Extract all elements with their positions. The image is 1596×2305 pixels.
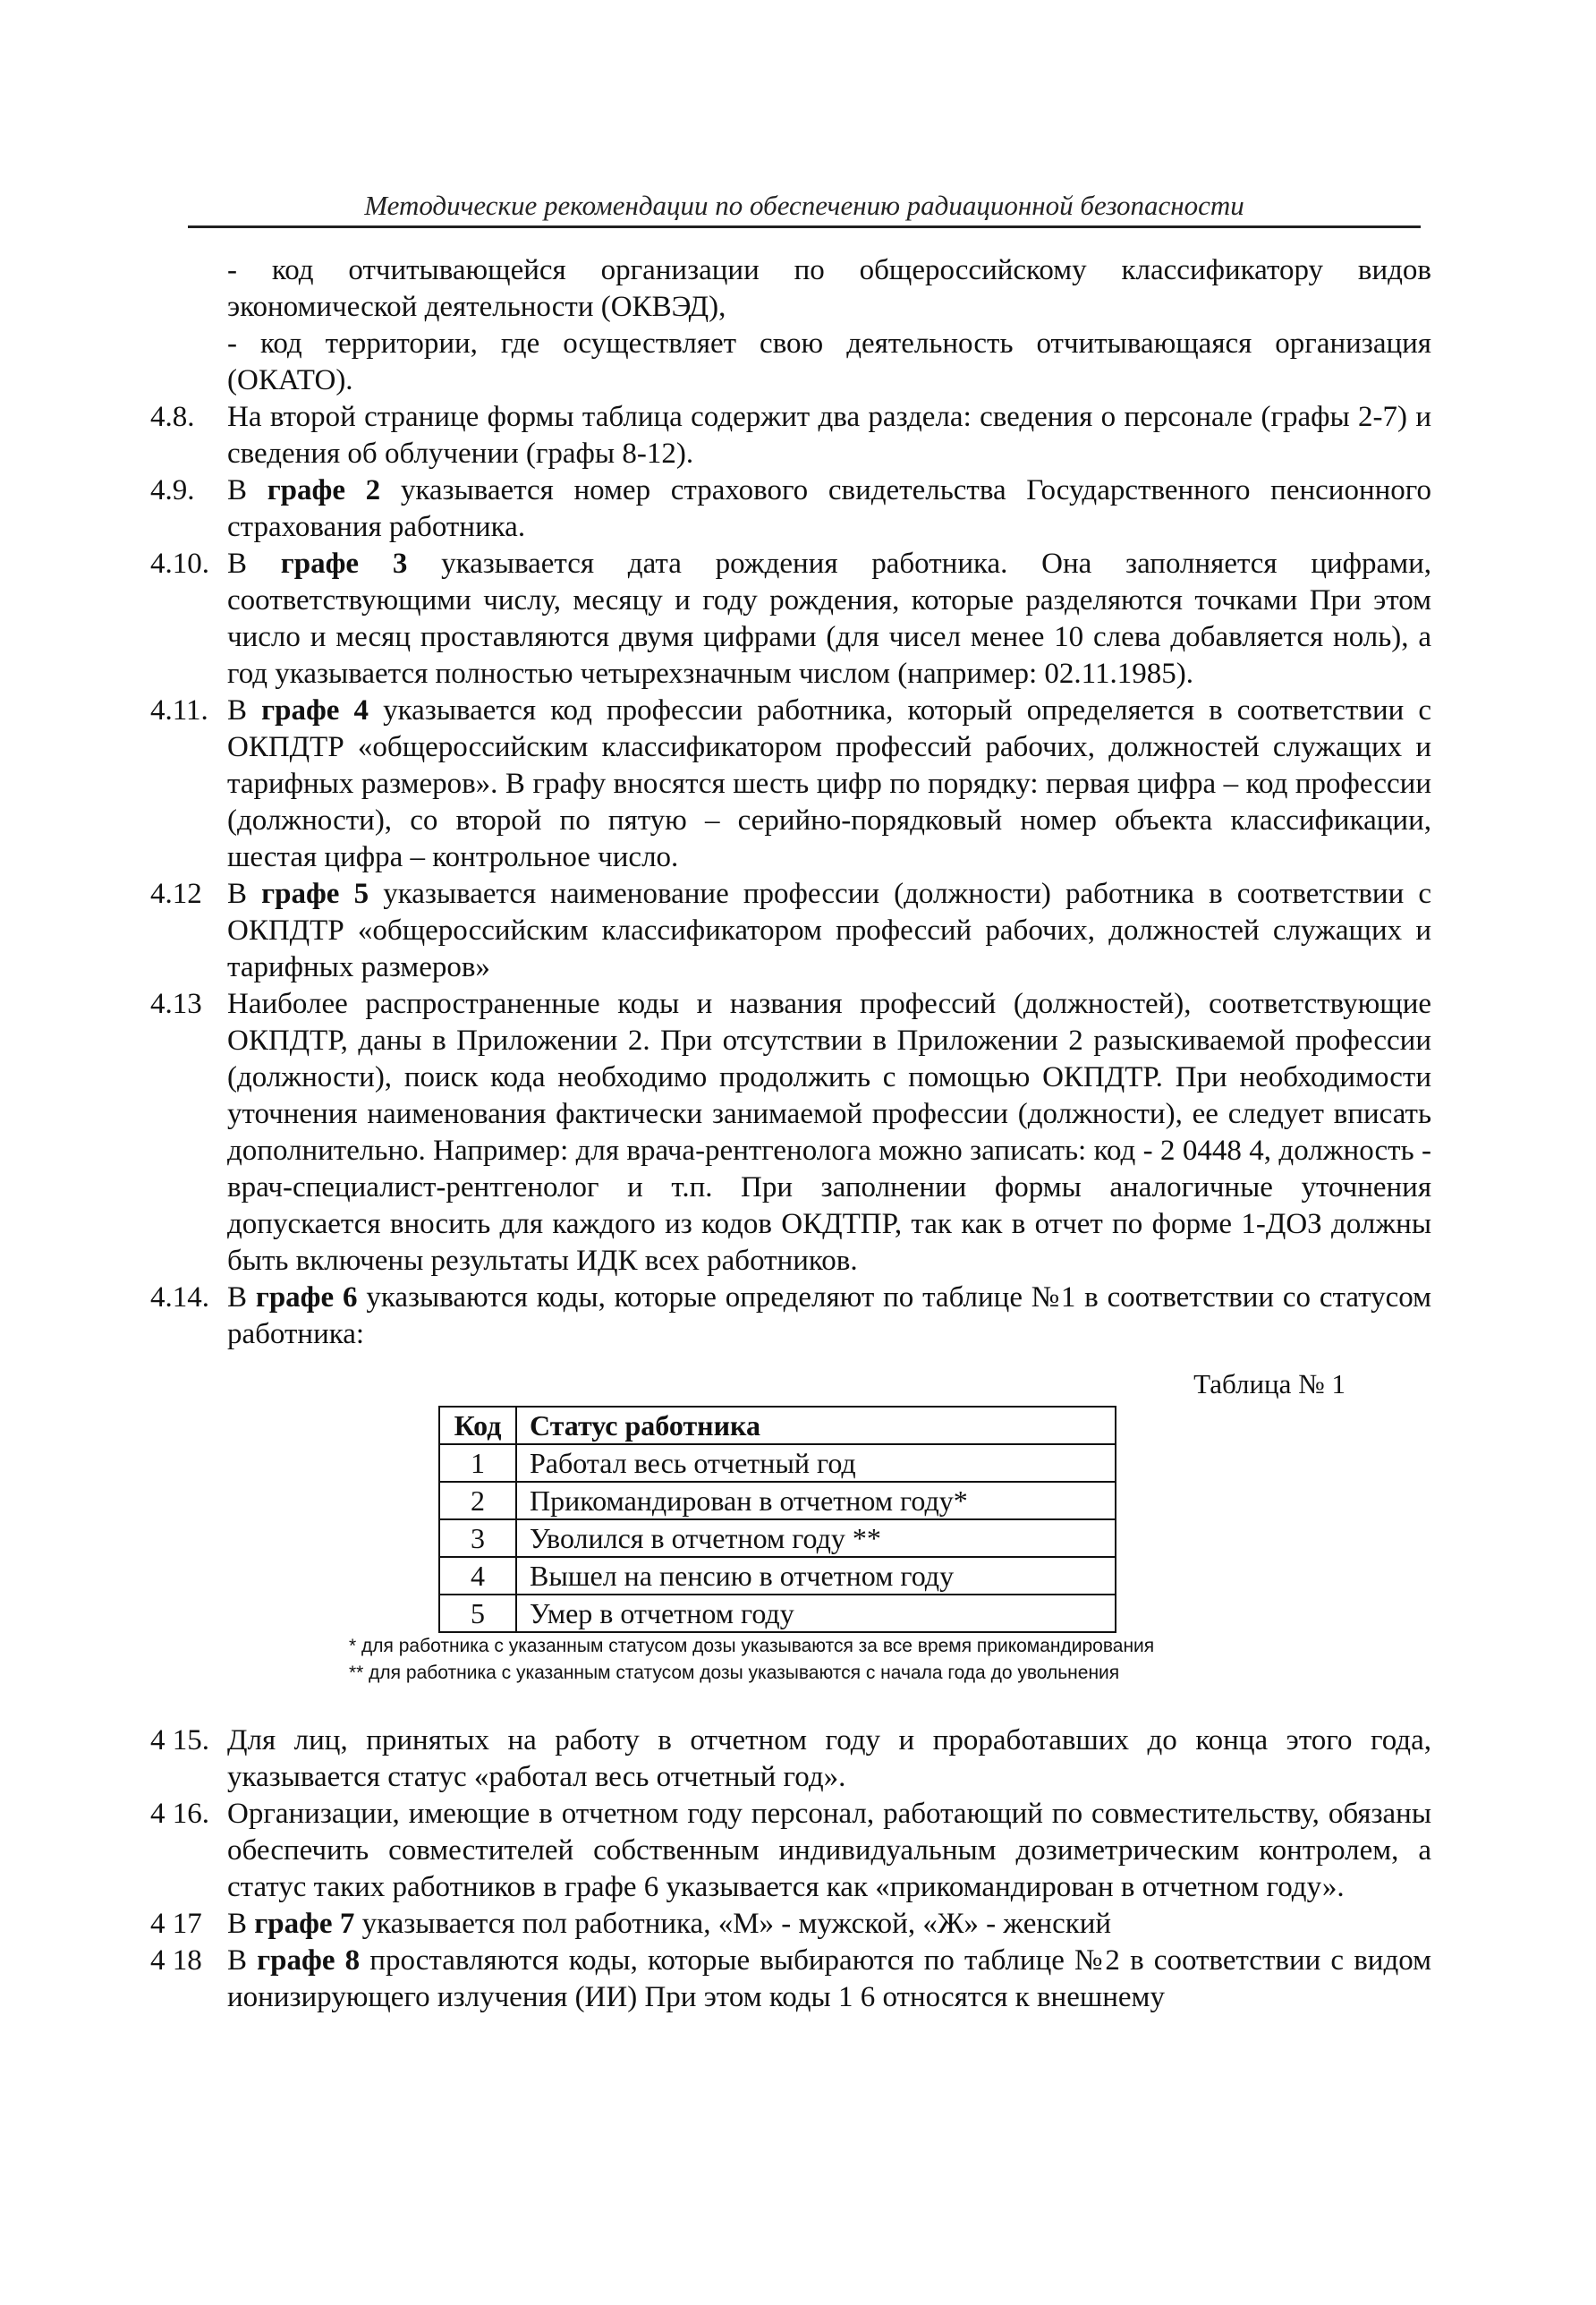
paragraph-body: указывается пол работника, «М» - мужской, «Ж» - женский xyxy=(354,1908,1112,1940)
paragraph-body: проставляются коды, которые выбираются по таблице №2 в соответствии с видом ионизирующего излучения (ИИ) При этом коды 1 6 относятся к внешнему xyxy=(227,1944,1431,2013)
paragraph-bold-term: графе 6 xyxy=(255,1281,358,1314)
table-row xyxy=(439,1482,1116,1519)
status-label: Уволился в отчетном году ** xyxy=(516,1519,1116,1557)
paragraph-number: 4 17 xyxy=(150,1908,202,1940)
paragraph-number: 4.11. xyxy=(150,694,208,727)
paragraph-body: указывается код профессии работника, который определяется в соответствии с ОКПДТР «общероссийским классификатором профессий рабочих, должностей служащих и тарифных размеров». В графу вносятся шесть цифр по порядку: первая цифра – код профессии (должности), со второй по пятую – серийно-порядковый номер объекта классификации, шестая цифра – контрольное число. xyxy=(227,694,1431,873)
paragraph-bold-term: графе 2 xyxy=(267,474,381,506)
paragraph-body: указывается наименование профессии (должности) работника в соответствии с ОКПДТР «общероссийским классификатором профессий рабочих, должностей служащих и тарифных размеров» xyxy=(227,878,1432,983)
page-body xyxy=(150,252,1431,2016)
paragraph-prefix: В xyxy=(227,1908,255,1940)
paragraph-bold-term: графе 7 xyxy=(254,1908,355,1940)
status-label: Прикомандирован в отчетном году* xyxy=(516,1482,1116,1519)
paragraph-text xyxy=(227,693,1431,876)
table-row xyxy=(439,1557,1116,1595)
footnote-dismissal: ** для работника с указанным статусом дозы указываются с начала года до увольнения xyxy=(349,1663,1120,1683)
paragraph-number: 4.13 xyxy=(150,988,202,1020)
header-rule xyxy=(188,225,1421,228)
column-header-status: Статус работника xyxy=(516,1407,1116,1444)
paragraph-4-14 xyxy=(150,1280,1431,1353)
paragraph-bold-term: графе 3 xyxy=(280,548,408,580)
paragraph-number: 4 15. xyxy=(150,1724,209,1756)
paragraph-number: 4 16. xyxy=(150,1798,209,1830)
status-label: Умер в отчетном году xyxy=(516,1595,1116,1632)
status-code: 2 xyxy=(439,1482,516,1519)
paragraph-4-9 xyxy=(150,472,1431,546)
paragraph-4-11 xyxy=(150,693,1431,876)
paragraph-prefix: В xyxy=(227,694,262,727)
paragraph-bold-term: графе 5 xyxy=(261,878,369,910)
paragraph-prefix: В xyxy=(227,474,267,506)
paragraph-4-13 xyxy=(150,986,1431,1280)
footnote-secondment: * для работника с указанным статусом дозы указываются за все время прикомандирования xyxy=(349,1636,1155,1656)
paragraph-number: 4.10. xyxy=(150,548,209,580)
paragraph-number: 4.12 xyxy=(150,878,202,910)
status-code: 1 xyxy=(439,1444,516,1482)
spacer xyxy=(150,1687,1431,1722)
table-row xyxy=(439,1519,1116,1557)
column-header-code: Код xyxy=(439,1407,516,1444)
paragraph-4-18 xyxy=(150,1943,1431,2016)
paragraph-text: Наиболее распространенные коды и названия профессий (должностей), соответствующие ОКПДТР, даны в Приложении 2. При отсутствии в Приложении 2 разыскиваемой профессии (должности), поиск кода необходимо продолжить с помощью ОКПДТР. При необходимости уточнения наименования фактически занимаемой профессии (должности), ее следует вписать дополнительно. Например: для врача-рентгенолога можно записать: код - 2 0448 4, должность - врач-специалист-рентгенолог и т.п. При заполнении формы аналогичные уточнения допускается вносить для каждого из кодов ОКДТПР, так как в отчет по форме 1-ДОЗ должны быть включены результаты ИДК всех работников. xyxy=(227,988,1431,1277)
status-code: 5 xyxy=(439,1595,516,1632)
paragraph-body: указывается дата рождения работника. Она заполняется цифрами, соответствующими числу, месяцу и году рождения, которые разделяются точками При этом число и месяц проставляются двумя цифрами (для чисел менее 10 слева добавляется ноль), а год указывается полностью четырехзначным числом (например: 02.11.1985). xyxy=(227,548,1431,690)
paragraph-prefix: В xyxy=(227,1944,258,1977)
paragraph-text xyxy=(227,472,1431,546)
paragraph-text xyxy=(227,1906,1431,1943)
paragraph-4-10 xyxy=(150,546,1431,693)
table-row xyxy=(439,1444,1116,1482)
table-header-row xyxy=(439,1407,1116,1444)
status-table xyxy=(438,1406,1116,1633)
paragraph-4-12 xyxy=(150,876,1431,986)
paragraph-prefix: В xyxy=(227,878,262,910)
table-caption: Таблица № 1 xyxy=(1193,1368,1346,1399)
status-label: Работал весь отчетный год xyxy=(516,1444,1116,1482)
status-code: 4 xyxy=(439,1557,516,1595)
paragraph-body: указывается номер страхового свидетельства Государственного пенсионного страхования работника. xyxy=(227,474,1431,543)
paragraph-bold-term: графе 4 xyxy=(261,694,369,727)
paragraph-prefix: В xyxy=(227,1281,256,1314)
paragraph-number: 4 18 xyxy=(150,1944,202,1977)
paragraph-text xyxy=(227,1280,1431,1353)
paragraph-body: указываются коды, которые определяют по таблице №1 в соответствии со статусом работника: xyxy=(227,1281,1432,1350)
running-header: Методические рекомендации по обеспечению радиационной безопасности xyxy=(364,190,1244,221)
paragraph-4-8 xyxy=(150,399,1431,472)
paragraph-text xyxy=(227,876,1431,986)
status-label: Вышел на пенсию в отчетном году xyxy=(516,1557,1116,1595)
paragraph-4-17 xyxy=(150,1906,1431,1943)
paragraph-number: 4.14. xyxy=(150,1281,209,1314)
paragraph-text: Организации, имеющие в отчетном году персонал, работающий по совместительству, обязаны обеспечить совместителей собственным индивидуальным дозиметрическим контролем, а статус таких работников в графе 6 указывается как «прикомандирован в отчетном году». xyxy=(227,1798,1431,1903)
table-row xyxy=(439,1595,1116,1632)
status-code: 3 xyxy=(439,1519,516,1557)
paragraph-bold-term: графе 8 xyxy=(257,1944,361,1977)
paragraph-number: 4.9. xyxy=(150,474,195,506)
paragraph-4-16 xyxy=(150,1796,1431,1906)
bullet-okato: - код территории, где осуществляет свою деятельность отчитывающаяся организация (ОКАТО). xyxy=(227,327,1431,396)
paragraph-4-15 xyxy=(150,1722,1431,1796)
paragraph-text: На второй странице формы таблица содержит два раздела: сведения о персонале (графы 2-7) и сведения об облучении (графы 8-12). xyxy=(227,401,1431,470)
bullet-okved: - код отчитывающейся организации по общероссийскому классификатору видов экономической деятельности (ОКВЭД), xyxy=(227,254,1431,323)
paragraph-prefix: В xyxy=(227,548,281,580)
paragraph-number: 4.8. xyxy=(150,401,195,433)
paragraph-text: Для лиц, принятых на работу в отчетном году и проработавших до конца этого года, указывается статус «работал весь отчетный год». xyxy=(227,1724,1431,1793)
paragraph-text xyxy=(227,1943,1431,2016)
paragraph-text xyxy=(227,546,1431,693)
